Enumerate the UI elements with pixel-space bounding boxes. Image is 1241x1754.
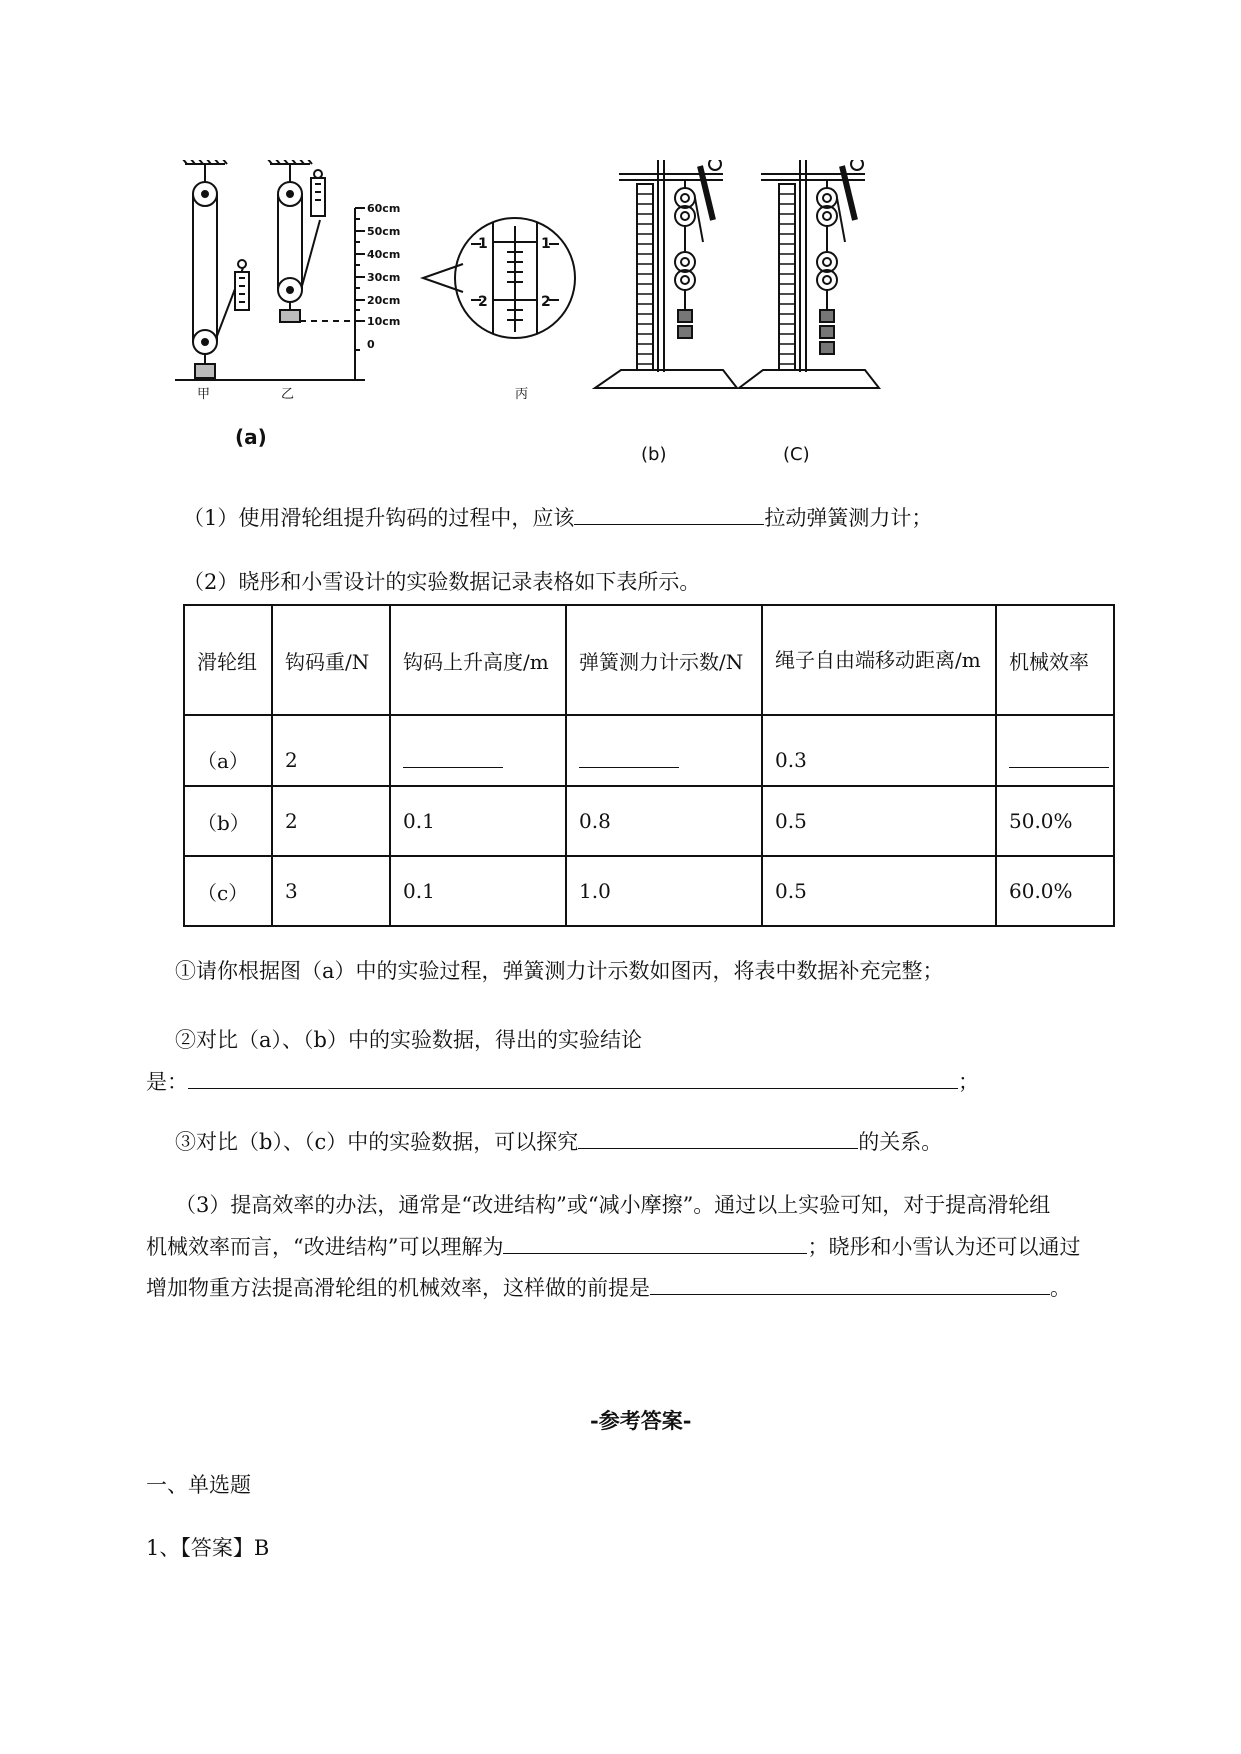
question-3-line2-a: 机械效率而言，“改进结构”可以理解为 xyxy=(146,1235,504,1259)
pulley-setup-jia xyxy=(182,160,249,378)
answer-blank xyxy=(1009,747,1109,768)
table-cell: 2 xyxy=(272,715,390,786)
question-1-text: （1）使用滑轮组提升钩码的过程中，应该 xyxy=(183,506,575,530)
table-cell: 60.0% xyxy=(996,856,1114,926)
question-1 xyxy=(183,502,932,533)
question-3-line3 xyxy=(146,1272,1071,1303)
question-3-line3-a: 增加物重方法提高滑轮组的机械效率，这样做的前提是 xyxy=(146,1276,650,1300)
table-cell: 0.5 xyxy=(762,856,996,926)
answer-blank xyxy=(403,747,503,768)
magnifier xyxy=(423,218,575,338)
table-header: 绳子自由端移动距离/m xyxy=(762,605,996,715)
table-cell: 0.1 xyxy=(390,786,566,856)
table-cell: 50.0% xyxy=(996,786,1114,856)
sub-question-2-line2 xyxy=(146,1066,979,1097)
stand-b xyxy=(595,160,737,388)
magnifier-mark: 1 xyxy=(478,236,488,252)
answer-blank xyxy=(503,1231,807,1254)
table-cell: 3 xyxy=(272,856,390,926)
table-header: 滑轮组 xyxy=(184,605,272,715)
question-2-intro: （2）晓彤和小雪设计的实验数据记录表格如下表所示。 xyxy=(183,570,701,594)
magnifier-mark: 2 xyxy=(541,294,551,310)
answer-blank xyxy=(574,502,764,525)
table-header: 机械效率 xyxy=(996,605,1114,715)
sub-question-2-prefix: 是： xyxy=(146,1070,188,1094)
sub-question-1: ①请你根据图（a）中的实验过程，弹簧测力计示数如图丙，将表中数据补充完整； xyxy=(175,959,944,983)
answer-blank xyxy=(650,1272,1050,1295)
sub-question-2-tail: ； xyxy=(958,1070,979,1094)
sub-question-3-tail: 的关系。 xyxy=(858,1130,943,1154)
table-cell xyxy=(566,715,762,786)
question-3-line2-b: ；晓彤和小雪认为还可以通过 xyxy=(807,1235,1081,1259)
table-cell: （b） xyxy=(184,786,272,856)
experiment-figure xyxy=(175,160,1005,470)
table-cell: 0.1 xyxy=(390,856,566,926)
ruler-tick-label: 30cm xyxy=(367,271,401,284)
table-cell: （a） xyxy=(184,715,272,786)
answer-item-1: 1、【答案】B xyxy=(146,1536,270,1560)
question-3-line1: （3）提高效率的办法，通常是“改进结构”或“减小摩擦”。通过以上实验可知，对于提高滑轮组 xyxy=(175,1193,1051,1217)
table-cell: 0.8 xyxy=(566,786,762,856)
ruler-tick-label: 60cm xyxy=(367,202,401,215)
table-header: 弹簧测力计示数/N xyxy=(566,605,762,715)
magnifier-mark: 2 xyxy=(478,294,488,310)
ruler-tick-label: 40cm xyxy=(367,248,401,261)
magnifier-mark: 1 xyxy=(541,236,551,252)
table-cell xyxy=(390,715,566,786)
question-3-line3-b: 。 xyxy=(1050,1276,1071,1300)
caption-a: (a) xyxy=(235,425,267,449)
sub-question-3-text: ③对比（b）、（c）中的实验数据，可以探究 xyxy=(175,1130,579,1154)
ruler-tick-label: 20cm xyxy=(367,294,401,307)
table-header: 钩码上升高度/m xyxy=(390,605,566,715)
data-table xyxy=(183,604,1115,927)
table-cell: 0.3 xyxy=(762,715,996,786)
table-cell xyxy=(996,715,1114,786)
ruler-tick-label: 0 xyxy=(367,338,375,351)
section-title: 一、单选题 xyxy=(146,1473,251,1497)
sub-question-3 xyxy=(175,1126,942,1157)
table-cell: 0.5 xyxy=(762,786,996,856)
question-1-tail: 拉动弹簧测力计； xyxy=(764,506,933,530)
table-cell: （c） xyxy=(184,856,272,926)
ruler-tick-label: 50cm xyxy=(367,225,401,238)
answer-heading: -参考答案- xyxy=(590,1408,692,1433)
stand-c xyxy=(739,160,879,388)
label-yi: 乙 xyxy=(281,387,295,402)
label-jia: 甲 xyxy=(197,387,211,402)
pulley-setup-yi xyxy=(267,160,355,322)
caption-c: (C) xyxy=(783,444,810,465)
ruler xyxy=(355,208,365,380)
ruler-tick-label: 10cm xyxy=(367,315,401,328)
answer-blank xyxy=(188,1066,958,1089)
sub-question-2-line1: ②对比（a）、（b）中的实验数据，得出的实验结论 xyxy=(175,1028,642,1052)
table-header: 钩码重/N xyxy=(272,605,390,715)
question-3-line2 xyxy=(146,1231,1080,1262)
answer-blank xyxy=(579,747,679,768)
label-bing: 丙 xyxy=(515,387,529,402)
caption-b: (b) xyxy=(641,444,667,465)
table-cell: 2 xyxy=(272,786,390,856)
table-cell: 1.0 xyxy=(566,856,762,926)
answer-blank xyxy=(578,1126,858,1149)
